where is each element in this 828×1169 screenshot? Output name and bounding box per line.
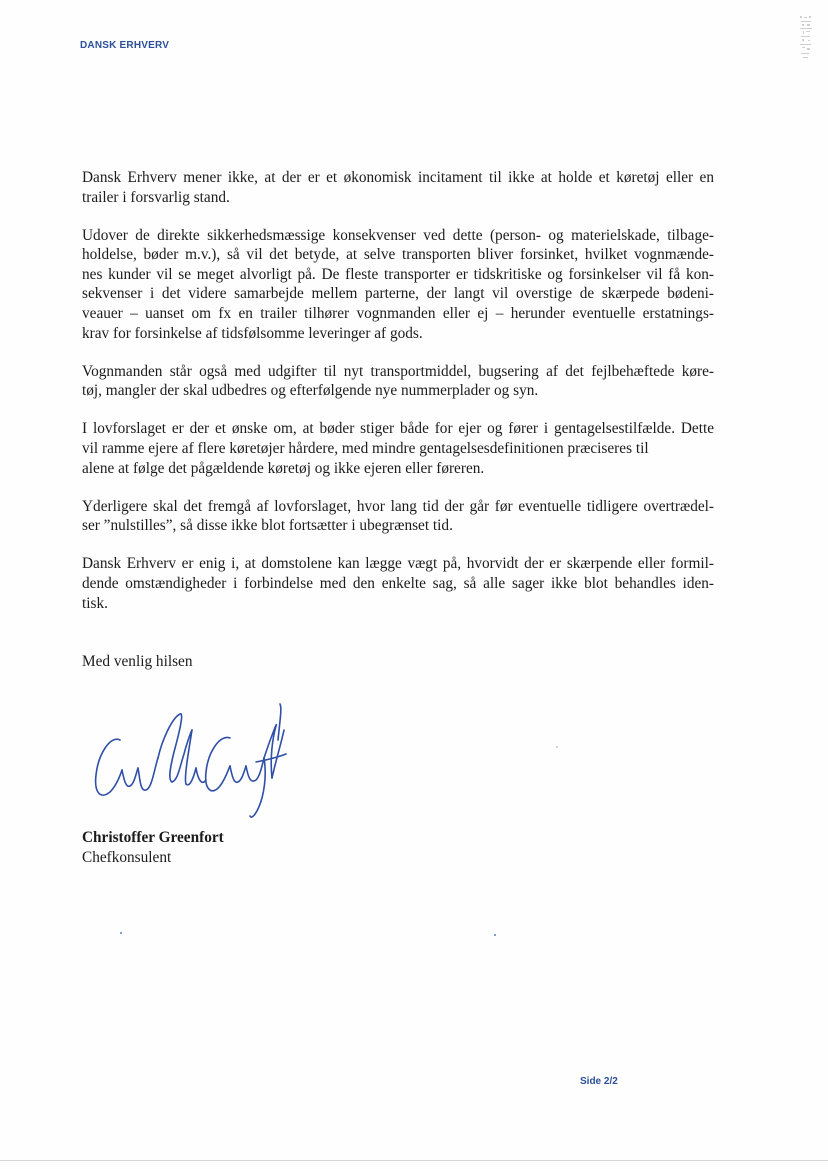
scan-speck — [494, 934, 496, 936]
text-line: Yderligere skal det fremgå af lovforslaget, hvor lang tid der går før eventuelle tidligere overtrædel- — [82, 497, 714, 515]
scan-stamp-icon — [790, 14, 820, 64]
text-line: ser ”nulstilles”, så disse ikke blot fortsætter i ubegrænset tid. — [82, 517, 453, 535]
text-line: vil ramme ejere af flere køretøjer hårdere, med mindre gentagelsesdefinitionen præciseres til — [82, 440, 649, 458]
text-line: sekvenser i det videre samarbejde mellem parterne, der langt vil overstige de skærpede bødeni- — [82, 285, 714, 303]
paragraph-1 — [82, 168, 714, 207]
paragraph-2 — [82, 226, 714, 344]
company-logo-text: DANSK ERHVERV — [80, 40, 170, 51]
text-line: Dansk Erhverv mener ikke, at der er et økonomisk incitament til ikke at holde et køretøj eller en — [82, 169, 714, 186]
text-line: Udover de direkte sikkerhedsmæssige konsekvenser ved dette (person- og materielskade, tilbage- — [82, 226, 714, 244]
text-line: holdelse, bøder m.v.), så vil det betyde, at selve transporten bliver forsinket, hvilket vognmænde- — [82, 246, 714, 264]
paragraph-5 — [82, 497, 714, 536]
text-line: dende omstændigheder i forbindelse med den enkelte sag, så alle sager ikke blot behandles iden- — [82, 575, 714, 592]
paragraph-3 — [82, 362, 714, 401]
text-line: veauer – uanset om fx en trailer tilhører vognmanden eller ej – herunder eventuelle erstatnings- — [82, 305, 714, 323]
text-line: trailer i forsvarlig stand. — [82, 188, 230, 206]
scan-speck — [556, 746, 558, 748]
letter-body — [82, 168, 714, 632]
handwritten-signature-icon — [80, 700, 300, 830]
scan-speck — [120, 932, 122, 934]
text-line: alene at følge det pågældende køretøj og ikke ejeren eller føreren. — [82, 459, 485, 477]
text-line: nes kunder vil se meget alvorligt på. De fleste transporter er tidskritiske og forsinkelser vil få kon- — [82, 265, 714, 283]
closing-greeting: Med venlig hilsen — [82, 653, 193, 670]
signer-title: Chefkonsulent — [82, 849, 172, 866]
signer-name: Christoffer Greenfort — [82, 829, 224, 846]
text-line: tisk. — [82, 594, 108, 612]
page-number: Side 2/2 — [580, 1076, 618, 1087]
bottom-divider — [0, 1160, 828, 1161]
text-line: tøj, mangler der skal udbedres og efterfølgende nye nummerplader og syn. — [82, 382, 539, 400]
signer-block — [82, 828, 224, 868]
text-line: Dansk Erhverv er enig i, at domstolene kan lægge vægt på, hvorvidt der er skærpende eller formil- — [82, 555, 714, 573]
paragraph-6 — [82, 554, 714, 613]
paragraph-4 — [82, 419, 714, 478]
text-line: Vognmanden står også med udgifter til nyt transportmiddel, bugsering af det fejlbehæftede køre- — [82, 362, 714, 380]
text-line: krav for forsinkelse af tidsfølsomme leveringer af gods. — [82, 324, 423, 342]
text-line: I lovforslaget er der et ønske om, at bøder stiger både for ejer og fører i gentagelsestilfælde. Dette — [82, 420, 714, 438]
